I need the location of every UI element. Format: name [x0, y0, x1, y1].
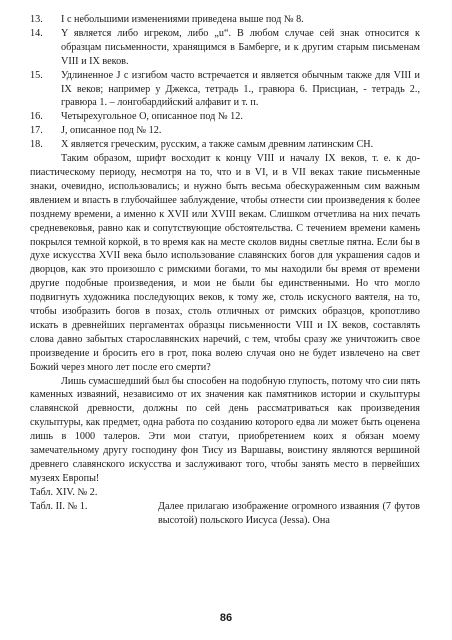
item-text: Удлиненное J с изгибом часто встречается и является обычным также для VIII и IX веков; например у Джекса, тетрадь 1., гравюра 6. Присциан, - тетрадь 2., гравюра 1. – лонгобардийский алфавит и т. п. — [61, 69, 420, 109]
list-item — [30, 69, 420, 111]
item-text: Четырехугольное О, описанное под № 12. — [61, 111, 243, 123]
item-text: Y является либо игреком, либо „u“. В любом случае сей знак относится к образцам письменности, хранящимся в Бамберге, и к другим старым письменам VIII и IX веков. — [61, 27, 420, 67]
item-text: X является греческим, русским, а также самым древним латинским СН. — [61, 139, 374, 151]
body-paragraph: Таким образом, шрифт восходит к концу VIII и началу IX веков, т. е. к до-пиастическому периоду, несмотря на то, что и в VI, и в VII веках такие письменные знаки, очевидно, использовались; и нужно быть весьма обескураженным сим важным явлением и впасть в глубочайшее заблуждение, чтобы отнести сии произведения к более позднему времени, а именно к XVII или XVIII векам. Слишком отчетлива на них печать средневековья, равно как и сопутствующие обстоятельства. С течением времени камень покрылся темной коркой, в то время как на месте сколов видны светлые пятна. Если бы в духе искусства XVII века было использование славянских богов для украшения садов и дворцов, как это произошло с римскими богами, то мы находили бы время от времени другие подобные произведения, и мои не были бы единственными. Но что могло подвигнуть художника последующих веков, к тому же, столь искусного ваятеля, на то, чтобы изобразить богов в позах, столь отличных от римских образцов, кропотливо искать в древнейших пергаментах образцы письменности VIII и IX веков, составлять слова давно забытых старославянских наречий, с тем, чтобы сразу же уничтожить свое произведение и бросить его в грот, пока волею случая оно не будет извлечено на свет Божий через много лет после его смерти? — [30, 153, 420, 373]
item-number: 14. — [30, 27, 43, 39]
list-item — [30, 27, 420, 69]
list-item — [30, 138, 420, 152]
item-text: J, описанное под № 12. — [61, 125, 162, 137]
item-number: 13. — [30, 14, 43, 25]
item-number: 16. — [30, 111, 43, 123]
continuation-text: Далее прилагаю изображение огромного изваяния (7 футов высотой) польского Иисуса (Jessa). Она — [158, 500, 420, 526]
item-text: I с небольшими изменениями приведена выше под № 8. — [61, 14, 304, 25]
list-item — [30, 110, 420, 124]
list-item — [30, 124, 420, 138]
table-reference: Табл. XIV. № 2. — [30, 486, 98, 498]
table-reference-row — [30, 500, 420, 528]
page-text — [30, 13, 420, 528]
page-number: 86 — [219, 612, 233, 624]
item-number: 18. — [30, 139, 43, 151]
list-item — [30, 13, 420, 27]
table-reference-label: Табл. II. № 1. — [30, 500, 88, 512]
item-number: 17. — [30, 125, 43, 137]
body-paragraph: Лишь сумасшедший был бы способен на подобную глупость, потому что сии пять каменных изваяний, независимо от их значения как памятников истории и скульптуры славянской древности, должны по сей день рассматриваться как произведения скульптуры, как предмет, одна работа по созданию которого едва ли может быть оценена лишь в 1000 талеров. Эти мои статуи, приобретением коих я обязан моему замечательному другу господину фон Тису из Варшавы, воистину являются вершиной древнего славянского искусства и заслуживают того, чтобы занять место в первейших музеях Европы! — [30, 375, 420, 484]
item-number: 15. — [30, 69, 43, 81]
